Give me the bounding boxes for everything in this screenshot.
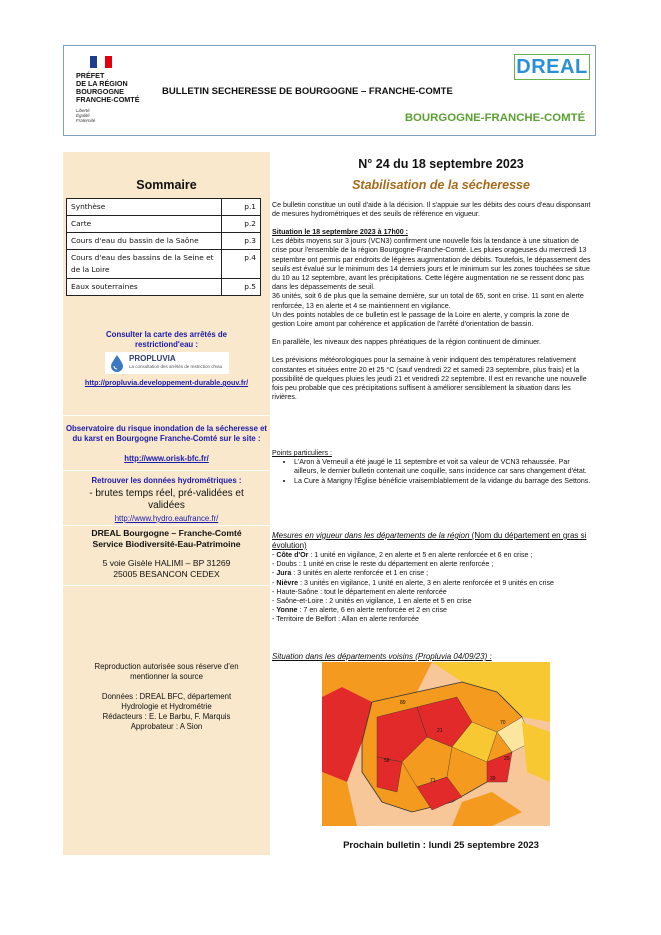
mesure-dept: Saône-et-Loire <box>276 597 324 606</box>
mesures-list <box>272 551 594 625</box>
sommaire-title: Sommaire <box>136 178 197 192</box>
mesure-text: : 2 unités en vigilance, 1 en alerte et 5 en crise <box>323 597 472 606</box>
table-of-contents <box>66 198 261 296</box>
hydro-heading: Retrouver les données hydrométriques : <box>91 476 242 485</box>
orisk-link[interactable]: http://www.orisk-bfc.fr/ <box>124 454 209 463</box>
mesure-item: - Saône-et-Loire : 2 unités en vigilance, 1 en alerte et 5 en crise <box>272 597 472 606</box>
approbateur-note: Approbateur : A Sion <box>130 722 203 731</box>
voisins-heading <box>272 652 594 661</box>
map-label: 70 <box>500 720 506 726</box>
divider <box>63 470 270 471</box>
map-label: 39 <box>490 776 496 782</box>
map-label: 58 <box>384 758 390 764</box>
prefet-line: DE LA RÉGION <box>76 79 128 88</box>
org-name: DREAL Bourgogne – Franche-Comté <box>91 528 242 538</box>
mesures-heading-block <box>272 531 594 551</box>
toc-page: p.3 <box>222 233 261 250</box>
map-label: 25 <box>504 756 510 762</box>
mesure-text: : 1 unité en vigilance, 2 en alerte et 5 en alerte renforcée et 6 en crise ; <box>308 551 533 559</box>
motto-line: Liberté <box>76 108 90 113</box>
situation-paragraph: Les débits moyens sur 3 jours (VCN3) confirment une nouvelle fois la tendance à une situation de crise pour l'ensemble de la région Bourgogne-Franche-Comté. Les pluies orageuses du mercredi 13 septembre ont permis par endroits de légères augmentation de débits. Toutefois, le dépassement des seuils est évalué sur le minimum des 14 derniers jours et le minimum sur les zones touchées se situe du 10 au 12 septembre, avant les précipitations. Cette légère augmentation ne se ressent donc pas dans les dépassements de seuil. <box>272 237 591 292</box>
sidebar <box>63 152 270 855</box>
map-label: 89 <box>400 700 406 706</box>
drought-map <box>322 662 550 826</box>
motto-line: Égalité <box>76 113 90 118</box>
reproduction-note: Reproduction autorisée sous réserve d'en mentionner la source <box>94 662 239 681</box>
toc-page: p.5 <box>222 279 261 296</box>
points-section <box>272 449 594 486</box>
point-item: • L'Aron à Verneuil a été jaugé le 11 septembre et voit sa valeur de VCN3 rehaussée. Par ailleurs, le dernier bulletin contenait une coquille, sans incidence car sans changement d'état. <box>294 458 594 476</box>
points-heading: Points particuliers : <box>272 449 332 457</box>
toc-row[interactable] <box>67 250 261 279</box>
region-logo: BOURGOGNE-FRANCHE-COMTÉ <box>404 112 586 124</box>
motto-line: Fraternité <box>76 118 96 123</box>
mesure-dept: Territoire de Belfort <box>276 615 337 624</box>
voisins-heading-text: Situation dans les départements voisins (Propluvia 04/09/23) : <box>272 652 492 661</box>
hydro-link-wrap <box>63 514 270 524</box>
org-service: Service Biodiversité-Eau-Patrimoine <box>92 539 241 549</box>
mesure-text: : 1 unité en crise le reste du département en alerte renforcée ; <box>296 560 494 569</box>
bulletin-header <box>63 45 596 136</box>
bulletin-subtitle: Stabilisation de la sécheresse <box>352 178 530 192</box>
propluvia-logo[interactable] <box>105 352 229 374</box>
mesure-item: - Territoire de Belfort : Allan en alerte renforcée <box>272 615 419 624</box>
water-drop-icon <box>109 354 125 372</box>
toc-row[interactable] <box>67 216 261 233</box>
next-bulletin: Prochain bulletin : lundi 25 septembre 2023 <box>343 840 539 851</box>
mesure-dept: Yonne <box>276 606 298 615</box>
mesure-item: - Côte d'Or : 1 unité en vigilance, 2 en alerte et 5 en alerte renforcée et 6 en crise ; <box>272 551 533 559</box>
situation-paragraph: Un des points notables de ce bulletin est le passage de la Loire en alerte, y compris la zone de gestion Loire amont par cohérence et application de l'arrêté d'orientation de bassin. <box>272 310 570 329</box>
mesure-dept: Nièvre <box>276 578 299 587</box>
prefet-line: FRANCHE-COMTÉ <box>76 95 140 104</box>
propluvia-link-wrap <box>63 378 270 388</box>
toc-label: Cours d'eau des bassins de la Seine et de la Loire <box>67 250 222 279</box>
mesure-text: : tout le département en alerte renforcée <box>318 587 447 596</box>
situation-section <box>272 228 594 402</box>
intro-text: Ce bulletin constitue un outil d'aide à la décision. Il s'appuie sur les débits des cours d'eau disponsant de mesures hydrométriques et des seuils de référence en vigueur. <box>272 201 591 219</box>
toc-row[interactable] <box>67 233 261 250</box>
marianne-flag-icon <box>90 56 112 68</box>
toc-page: p.2 <box>222 216 261 233</box>
mesure-dept: Doubs <box>276 560 297 569</box>
donnees-note: Données : DREAL BFC, département Hydrologie et Hydrométrie <box>101 692 232 711</box>
map-label: 21 <box>437 728 443 734</box>
map-label: 71 <box>430 778 436 784</box>
mesure-text: : Allan en alerte renforcée <box>336 615 419 624</box>
mesure-item: - Yonne : 7 en alerte, 6 en alerte renforcée et 2 en crise <box>272 606 447 615</box>
previsions-paragraph: Les prévisions météorologiques pour la semaine à venir indiquent des températures relativement constantes et situées entre 20 et 25 °C (sauf vendredi 22 et samedi 23 septembre, plus frais) et la possibilité de quelques pluies les jeudi 21 et vendredi 22 septembre. Il est en revanche une nouvelle fois peu probable que ces précipitations suffisent à améliorer sensiblement la situation dans les rivières. <box>272 356 587 402</box>
arretes-heading: Consulter la carte des arrêtés de restrictiond'eau : <box>106 330 227 349</box>
mesure-dept: Haute-Saône <box>276 587 319 596</box>
toc-label: Eaux souterraines <box>67 279 222 296</box>
mesure-item: - Jura : 3 unités en alerte renforcée et 1 en crise ; <box>272 569 429 578</box>
propluvia-link[interactable]: http://propluvia.developpement-durable.gouv.fr/ <box>84 378 249 387</box>
mesure-text: : 3 unités en alerte renforcée et 1 en crise ; <box>291 569 429 578</box>
mesure-text: : 3 unités en vigilance, 1 unité en alerte, 3 en alerte renforcée et 9 unités en crise <box>298 578 554 587</box>
situation-paragraph: 36 unités, soit 6 de plus que la semaine dernière, sur un total de 65, sont en crise. 11 sont en alerte renforcée, 13 en alerte et 4 se maintiennent en vigilance. <box>272 292 584 310</box>
hydro-link[interactable]: http://www.hydro.eaufrance.fr/ <box>114 514 219 523</box>
prefet-line: BOURGOGNE <box>76 87 124 96</box>
bulletin-title: BULLETIN SECHERESSE DE BOURGOGNE – FRANCHE-COMTE <box>162 86 453 97</box>
mesure-item: - Haute-Saône : tout le département en alerte renforcée <box>272 587 447 596</box>
toc-label: Carte <box>67 216 222 233</box>
divider <box>63 585 270 586</box>
address-line: 5 voie Gisèle HALIMI – BP 31269 <box>102 558 231 568</box>
orisk-heading: Observatoire du risque inondation de la sécheresse et du karst en Bourgogne Franche-Comté sur le site : <box>65 424 268 443</box>
nappes-paragraph: En parallèle, les niveaux des nappes phréatiques de la région continuent de diminuer. <box>272 338 541 347</box>
issue-title: N° 24 du 18 septembre 2023 <box>358 157 524 171</box>
mesure-item: - Nièvre : 3 unités en vigilance, 1 unité en alerte, 3 en alerte renforcée et 9 unités en crise <box>272 578 554 587</box>
redacteurs-note: Rédacteurs : E. Le Barbu, F. Marquis <box>102 712 231 721</box>
mesure-dept: Côte d'Or <box>276 551 309 559</box>
mesures-heading: Mesures en vigueur dans les départements de la région <box>272 531 470 540</box>
mesure-text: : 7 en alerte, 6 en alerte renforcée et 2 en crise <box>297 606 447 615</box>
mesure-item: - Doubs : 1 unité en crise le reste du département en alerte renforcée ; <box>272 560 494 569</box>
toc-row[interactable] <box>67 199 261 216</box>
toc-label: Cours d'eau du bassin de la Saône <box>67 233 222 250</box>
divider <box>63 525 270 526</box>
dreal-logo: DREAL <box>514 54 590 80</box>
hydro-text: - brutes temps réel, pré-validées et validées <box>89 488 244 511</box>
propluvia-tagline: La consultation des arrêtés de restriction d'eau <box>129 364 223 369</box>
orisk-link-wrap <box>63 454 270 464</box>
toc-row[interactable] <box>67 279 261 296</box>
prefet-logo <box>68 50 152 132</box>
point-item: • La Cure à Marigny l'Église bénéficie vraisemblablement de la vidange du barrage des Settons. <box>294 477 594 486</box>
toc-label: Synthèse <box>67 199 222 216</box>
toc-page: p.4 <box>222 250 261 279</box>
mesure-dept: Jura <box>276 569 292 578</box>
propluvia-name: PROPLUVIA <box>129 354 176 363</box>
prefet-line: PRÉFET <box>76 71 105 80</box>
situation-heading: Situation le 18 septembre 2023 à 17h00 : <box>272 228 409 236</box>
mesures-note: (Nom du département en gras si évolution) <box>272 531 587 550</box>
address-line: 25005 BESANCON CEDEX <box>113 569 220 579</box>
toc-page: p.1 <box>222 199 261 216</box>
divider <box>63 415 270 416</box>
